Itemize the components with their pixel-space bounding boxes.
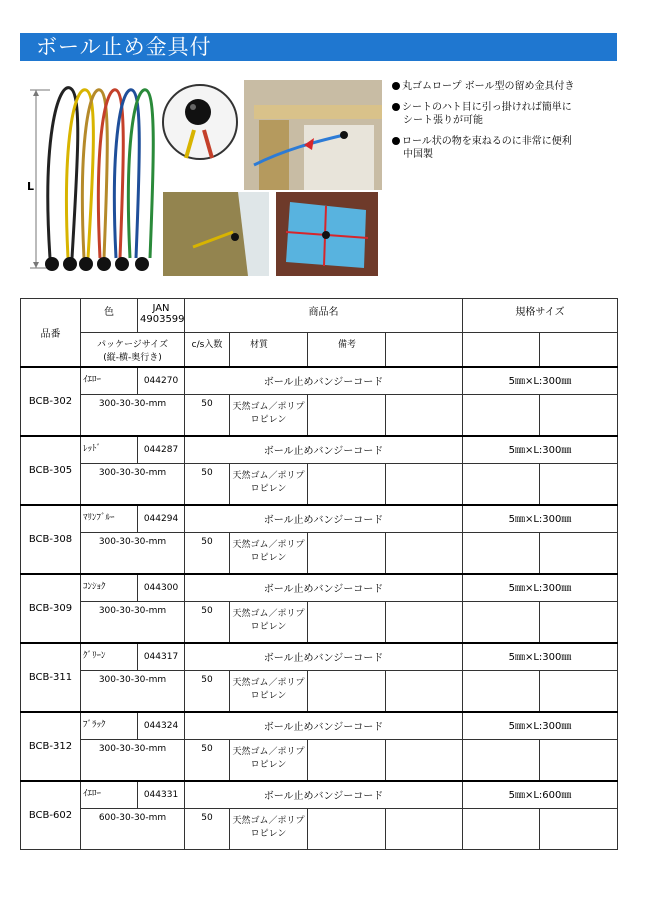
row-product-name: ボール止めバンジーコード [185, 712, 463, 740]
row-size: 5㎜×L:300㎜ [463, 505, 618, 533]
table-row [21, 574, 618, 602]
header-jan: JAN 4903599 [138, 299, 185, 333]
product-photo-cords [20, 78, 160, 278]
row-jan: 044324 [138, 712, 185, 740]
row-material: 天然ゴム／ポリプ ロピレン [230, 809, 308, 850]
row-color: ｲｴﾛｰ [81, 781, 138, 809]
feature-item: シートのハト目に引っ掛ければ簡単に シート張りが可能 [392, 101, 632, 127]
row-cs: 50 [185, 809, 230, 850]
table-row-detail [21, 395, 618, 436]
table-row [21, 505, 618, 533]
row-material: 天然ゴム／ポリプ ロピレン [230, 671, 308, 712]
row-cs: 50 [185, 533, 230, 574]
table-row-detail [21, 740, 618, 781]
row-jan: 044331 [138, 781, 185, 809]
header-remarks: 備考 [308, 333, 386, 367]
row-package-size: 300-30-30-mm [81, 740, 185, 781]
row-color: ﾚｯﾄﾞ [81, 436, 138, 464]
header-material: 材質 [230, 333, 308, 367]
page-title: ボール止め金具付 [20, 33, 617, 61]
row-size: 5㎜×L:300㎜ [463, 436, 618, 464]
table-row-detail [21, 671, 618, 712]
row-code: BCB-302 [21, 367, 81, 436]
row-remarks [308, 533, 386, 574]
spec-table [20, 298, 618, 850]
row-size: 5㎜×L:600㎜ [463, 781, 618, 809]
row-remarks [308, 809, 386, 850]
row-color: ｸﾞﾘｰﾝ [81, 643, 138, 671]
row-material: 天然ゴム／ポリプ ロピレン [230, 740, 308, 781]
table-row-detail [21, 533, 618, 574]
row-product-name: ボール止めバンジーコード [185, 367, 463, 395]
row-cs: 50 [185, 464, 230, 505]
row-size: 5㎜×L:300㎜ [463, 712, 618, 740]
usage-photo-sheet [163, 192, 269, 276]
row-product-name: ボール止めバンジーコード [185, 574, 463, 602]
table-row [21, 643, 618, 671]
row-remarks [308, 602, 386, 643]
row-cs: 50 [185, 602, 230, 643]
table-row-detail [21, 809, 618, 850]
bullet-icon [392, 103, 400, 111]
row-cs: 50 [185, 671, 230, 712]
feature-list [392, 80, 632, 169]
row-package-size: 300-30-30-mm [81, 395, 185, 436]
row-package-size: 300-30-30-mm [81, 533, 185, 574]
usage-photo-bundle [276, 192, 378, 276]
row-package-size: 300-30-30-mm [81, 671, 185, 712]
row-material: 天然ゴム／ポリプ ロピレン [230, 533, 308, 574]
row-code: BCB-311 [21, 643, 81, 712]
bullet-icon [392, 82, 400, 90]
table-row [21, 367, 618, 395]
row-color: ｺﾝｼｮｸ [81, 574, 138, 602]
row-product-name: ボール止めバンジーコード [185, 781, 463, 809]
row-color: ﾌﾞﾗｯｸ [81, 712, 138, 740]
table-row [21, 712, 618, 740]
row-code: BCB-308 [21, 505, 81, 574]
row-remarks [308, 740, 386, 781]
header-color: 色 [81, 299, 138, 333]
row-material: 天然ゴム／ポリプ ロピレン [230, 464, 308, 505]
table-row [21, 436, 618, 464]
row-jan: 044294 [138, 505, 185, 533]
row-size: 5㎜×L:300㎜ [463, 574, 618, 602]
ball-clasp-photo [160, 82, 240, 162]
row-remarks [308, 395, 386, 436]
row-package-size: 600-30-30-mm [81, 809, 185, 850]
row-product-name: ボール止めバンジーコード [185, 505, 463, 533]
row-color: ｲｴﾛｰ [81, 367, 138, 395]
header-package-size: パッケージサイズ (縦-横-奥行き) [81, 333, 185, 367]
header-hinban: 品番 [21, 299, 81, 367]
row-product-name: ボール止めバンジーコード [185, 643, 463, 671]
row-code: BCB-312 [21, 712, 81, 781]
row-code: BCB-309 [21, 574, 81, 643]
row-material: 天然ゴム／ポリプ ロピレン [230, 395, 308, 436]
row-remarks [308, 464, 386, 505]
bullet-icon [392, 137, 400, 145]
row-package-size: 300-30-30-mm [81, 602, 185, 643]
table-row-detail [21, 464, 618, 505]
row-jan: 044287 [138, 436, 185, 464]
header-size: 規格サイズ [463, 299, 618, 333]
table-row-detail [21, 602, 618, 643]
row-product-name: ボール止めバンジーコード [185, 436, 463, 464]
usage-photo-pole [244, 80, 382, 190]
dimension-label: L [27, 180, 35, 193]
table-row [21, 781, 618, 809]
row-jan: 044300 [138, 574, 185, 602]
row-code: BCB-305 [21, 436, 81, 505]
row-code: BCB-602 [21, 781, 81, 850]
header-cs: c/s入数 [185, 333, 230, 367]
row-jan: 044270 [138, 367, 185, 395]
row-material: 天然ゴム／ポリプ ロピレン [230, 602, 308, 643]
row-cs: 50 [185, 395, 230, 436]
row-size: 5㎜×L:300㎜ [463, 643, 618, 671]
feature-item: ロール状の物を束ねるのに非常に便利 中国製 [392, 135, 632, 161]
row-remarks [308, 671, 386, 712]
row-size: 5㎜×L:300㎜ [463, 367, 618, 395]
header-product-name: 商品名 [185, 299, 463, 333]
feature-item: 丸ゴムロープ ボール型の留め金具付き [392, 80, 632, 93]
row-cs: 50 [185, 740, 230, 781]
row-color: ﾏﾘﾝﾌﾞﾙｰ [81, 505, 138, 533]
row-jan: 044317 [138, 643, 185, 671]
row-package-size: 300-30-30-mm [81, 464, 185, 505]
